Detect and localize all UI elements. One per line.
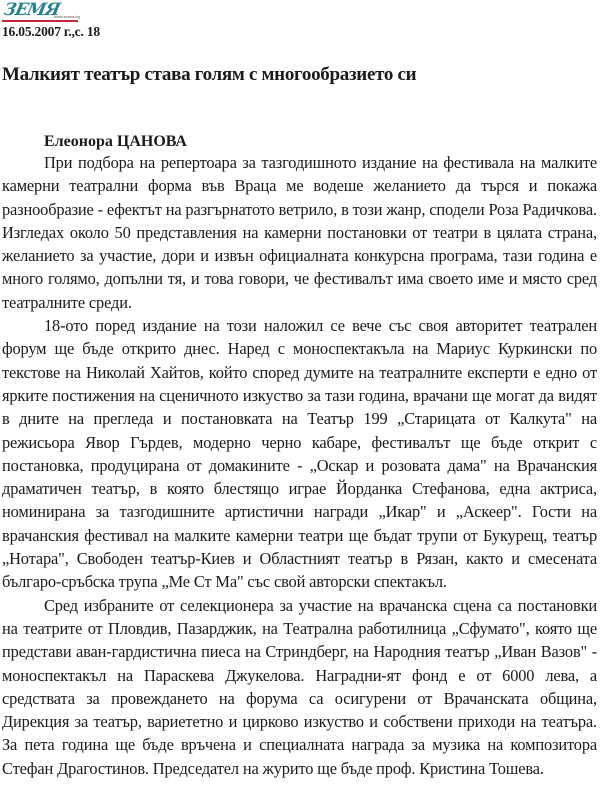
logo-website: www.zemia.bg	[54, 14, 80, 19]
article-paragraph: 18-ото поред издание на този наложил се вече със своя авторитет театрален форум ще бъде открито днес. Наред с моноспектакъла на Мариус Куркински по текстове на Николай Хайтов, който според думите на театралните експерти е едно от ярките постижения на сценичното изкуство за тази година, врачани ще могат да видят в дните на прегледа и постановката на Театър 199 „Старицата от Калкута" на режисьора Явор Гърдев, модерно черно кабаре, фестивалът ще бъде открит с постановка, продуцирана от домакините - „Оскар и розовата дама" на Врачанския драматичен театър, в която блестящо играе Йорданка Стефанова, една актриса, номинирана за тазгодишните артистични награди „Икар" и „Аскеер". Гости на врачанския фестивал на малките камерни театри ще бъдат трупи от Букурещ, театър „Нотара", Свободен театър-Киев и Областният театър в Рязан, както и смесената българо-сръбска трупа „Ме Ст Ма" със свой авторски спектакъл.	[2, 316, 597, 592]
logo-underline	[2, 20, 78, 22]
newspaper-logo	[2, 2, 82, 22]
article-author: Елеонора ЦАНОВА	[44, 133, 187, 150]
article-paragraph: Сред избраните от селекционера за участие на врачанска сцена са постановки на театрите от Пловдив, Пазарджик, на Театрална работилница „Сфумато", която ще представи аван-гардистична пиеса на Стриндберг, на Народния театър „Иван Вазов" - моноспектакъл на Параскева Джукелова. Наградни-ят фонд е от 6000 лева, а средствата за провеждането на форума са осигурени от Врачанската община, Дирекция за театър, вариететно и цирково изкуство и собствени приходи на театъра. За пета година ще бъде връчена и специалната награда за музика на композитора Стефан Драгостинов. Председател на журито ще бъде проф. Кристина Тошева.	[2, 595, 597, 778]
dateline: 16.05.2007 г.,с. 18	[2, 24, 100, 39]
article-body	[2, 151, 597, 780]
logo-wordmark: ЗЕМЯ	[1, 0, 62, 20]
article-headline: Малкият театър става голям с многообразието си	[2, 64, 417, 85]
article-paragraph: При подбора на репертоара за тазгодишното издание на фестивала на малките камерни театрални форма във Враца ме водеше желанието да търся и покажа разнообразие - ефектът на разгърнатото ветрило, в този жанр, сподели Роза Радичкова. Изгледах около 50 представления на камерни постановки от театри в цялата страна, желанието за участие, дори и извън официалната конкурсна програма, тази година е много голямо, допълни тя, и това говори, че фестивалът има своето име и място сред театралните среди.	[2, 153, 597, 312]
